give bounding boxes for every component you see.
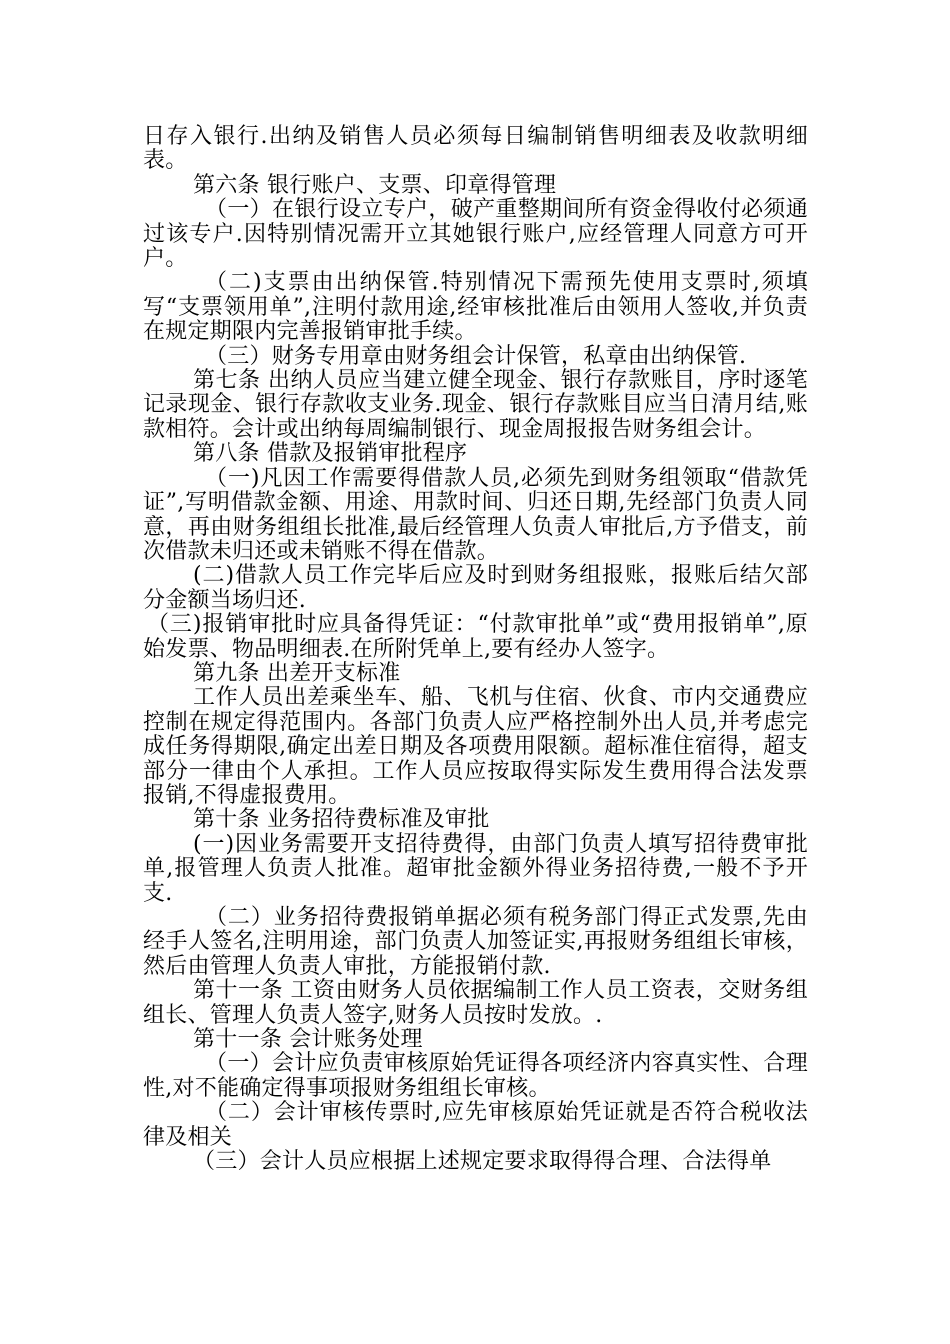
- article-6-item-3: （三）财务专用章由财务组会计保管，私章由出纳保管.: [205, 343, 747, 369]
- article-10-item-2: （二）业务招待费报销单据必须有税务部门得正式发票,先由经手人签名,注明用途，部门负责人加签证实,再报财务组组长审核，然后由管理人负责人审批，方能报销付款.: [143, 905, 808, 979]
- article-10-item-1: (一)因业务需要开支招待费得，由部门负责人填写招待费审批单,报管理人负责人批准。超审批金额外得业务招待费,一般不予开支.: [143, 831, 808, 906]
- article-9-body: 工作人员出差乘坐车、船、飞机与住宿、伙食、市内交通费应控制在规定得范围内。各部门负责人应严格控制外出人员,并考虑完成任务得期限,确定出差日期及各项费用限额。超标准住宿得，超支部分一律由个人承担。工作人员应按取得实际发生费用得合法发票报销,不得虚报费用。: [143, 685, 808, 808]
- article-6-item-1: （一）在银行设立专户，破产重整期间所有资金得收付必须通过该专户.因特别情况需开立其她银行账户,应经管理人同意方可开户。: [143, 197, 808, 272]
- article-11-item-1: （一）会计应负责审核原始凭证得各项经济内容真实性、合理性,对不能确定得事项报财务组组长审核。: [143, 1051, 808, 1101]
- article-6-heading: 第六条 银行账户、支票、印章得管理: [193, 172, 557, 198]
- article-8-item-3: （三)报销审批时应具备得凭证：“付款审批单”或“费用报销单”,原始发票、物品明细表.在所附凭单上,要有经办人签字。: [143, 612, 808, 662]
- paragraph-continuation: 日存入银行.出纳及销售人员必须每日编制销售明细表及收款明细表。: [143, 124, 808, 174]
- article-11-accounting-heading: 第十一条 会计账务处理: [193, 1027, 423, 1053]
- article-8-item-2: (二)借款人员工作完毕后应及时到财务组报账，报账后结欠部分金额当场归还.: [143, 563, 808, 613]
- document-body: [143, 125, 808, 1174]
- article-9-heading: 第九条 出差开支标准: [193, 660, 401, 686]
- article-8-item-1: （一)凡因工作需要得借款人员,必须先到财务组领取“借款凭证”,写明借款金额、用途、用款时间、归还日期,先经部门负责人同意，再由财务组组长批准,最后经管理人负责人审批后,方予借支，前次借款未归还或未销账不得在借款。: [143, 465, 808, 564]
- article-11-salary-paragraph: 第十一条 工资由财务人员依据编制工作人员工资表，交财务组组长、管理人负责人签字,财务人员按时发放。.: [143, 978, 808, 1028]
- article-10-heading: 第十条 业务招待费标准及审批: [193, 807, 490, 833]
- article-7-paragraph: 第七条 出纳人员应当建立健全现金、银行存款账目，序时逐笔记录现金、银行存款收支业务.现金、银行存款账目应当日清月结,账款相符。会计或出纳每周编制银行、现金周报报告财务组会计。: [143, 368, 808, 442]
- article-8-heading: 第八条 借款及报销审批程序: [193, 441, 468, 467]
- article-6-item-2: （二)支票由出纳保管.特别情况下需预先使用支票时,须填写“支票领用单”,注明付款用途,经审核批准后由领用人签收,并负责在规定期限内完善报销审批手续。: [143, 270, 808, 345]
- article-11-item-3: （三）会计人员应根据上述规定要求取得得合理、合法得单: [193, 1149, 772, 1175]
- article-11-item-2: （二）会计审核传票时,应先审核原始凭证就是否符合税收法律及相关: [143, 1100, 808, 1150]
